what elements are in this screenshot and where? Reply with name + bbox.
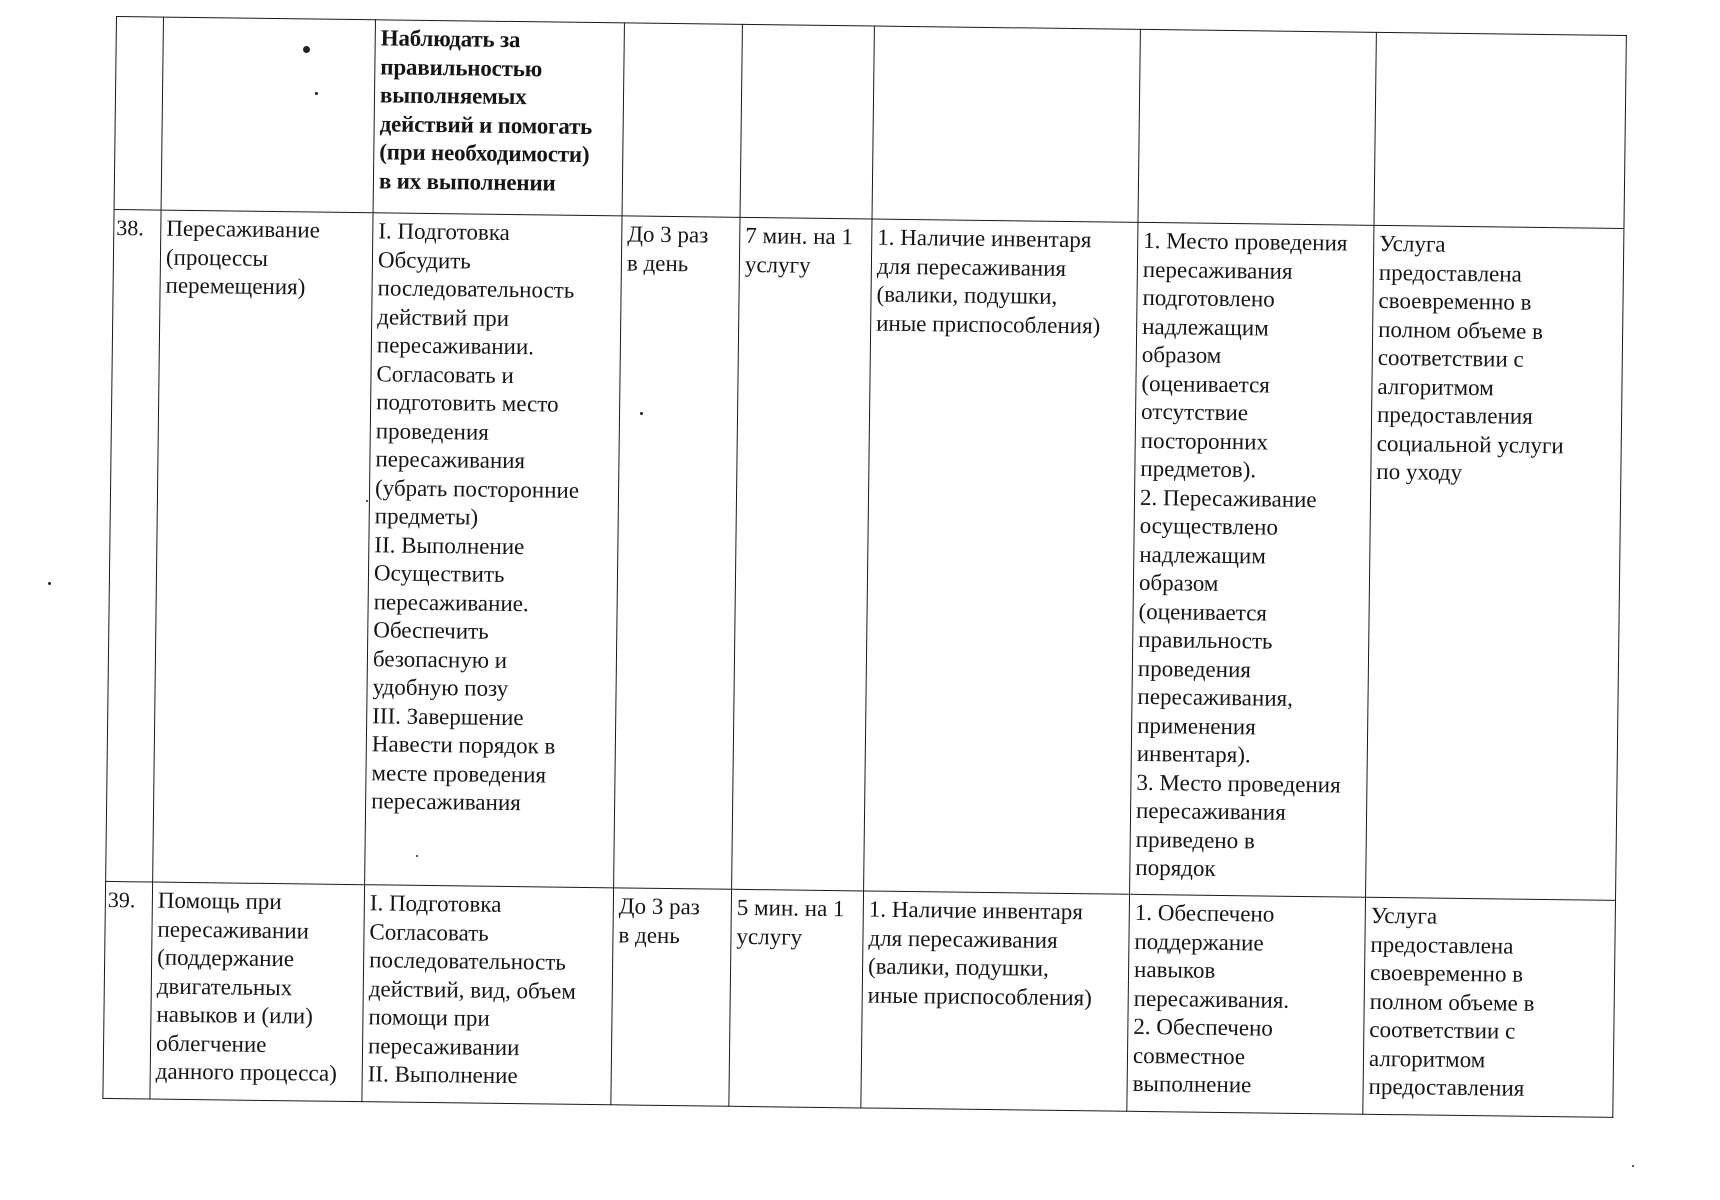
scan-speck (303, 46, 310, 53)
row-number: 38. (106, 209, 161, 882)
service-name-cell (161, 17, 375, 213)
row-number (114, 17, 163, 211)
duration-cell (740, 24, 874, 219)
frequency-cell: До 3 раз в день (614, 216, 740, 889)
actions-cell: I. Подготовка Обсудить последовательность действий при пересаживании. Согласовать и подготовить место проведения пересаживания (убрать посторонние предметы) II. Выполнение Осуществить пересаживание. Обеспечить безопасную и удобную позу III. Завершение Навести порядок в месте проведения пересаживания (365, 213, 622, 888)
indicators-cell (1138, 29, 1376, 225)
evaluation-cell (1374, 32, 1626, 228)
indicators-cell: 1. Обеспечено поддержание навыков пересаживания. 2. Обеспечено совместное выполнение (1127, 894, 1366, 1114)
table-row (103, 881, 1616, 1117)
scan-speck (416, 855, 418, 857)
duration-cell: 7 мин. на 1 услугу (732, 217, 872, 891)
conditions-cell (872, 26, 1140, 222)
evaluation-cell: Услуга предоставлена своевременно в полном объеме в соответствии с алгоритмом предоставления социальной услуги по уходу (1366, 225, 1624, 900)
scan-speck (366, 500, 368, 502)
duration-cell: 5 мин. на 1 услугу (729, 889, 864, 1108)
indicators-cell: 1. Место проведения пересаживания подготовлено надлежащим образом (оценивается отсутствие посторонних предметов). 2. Пересаживание осуществлено надлежащим образом (оценивается правильность проведения пересаживания, применения инвентаря). 3. Место проведения пересаживания приведено в порядок (1130, 222, 1374, 897)
evaluation-cell: Услуга предоставлена своевременно в полном объеме в соответствии с алгоритмом предоставления (1363, 897, 1616, 1117)
actions-cell: I. Подготовка Согласовать последовательность действий, вид, объем помощи при пересаживании II. Выполнение (362, 885, 614, 1105)
frequency-cell: До 3 раз в день (611, 888, 732, 1106)
table-row (106, 209, 1624, 900)
frequency-cell (622, 23, 742, 217)
conditions-cell: 1. Наличие инвентаря для пересаживания (валики, подушки, иные приспособления) (864, 219, 1138, 894)
scan-speck (315, 92, 318, 95)
service-name-cell: Помощь при пересаживании (поддержание двигательных навыков и (или) облегчение данного процесса) (150, 882, 365, 1102)
actions-cell: Наблюдать за правильностью выполняемых действий и помогать (при необходимости) в их выполнении (373, 20, 624, 216)
services-table (102, 16, 1626, 1118)
scan-speck (48, 582, 51, 585)
scan-speck (640, 412, 643, 415)
row-number: 39. (103, 881, 153, 1099)
scan-speck (1632, 1165, 1634, 1167)
service-name-cell: Пересаживание (процессы перемещения) (153, 210, 373, 885)
table-row (114, 17, 1626, 229)
conditions-cell: 1. Наличие инвентаря для пересаживания (валики, подушки, иные приспособления) (861, 891, 1130, 1111)
